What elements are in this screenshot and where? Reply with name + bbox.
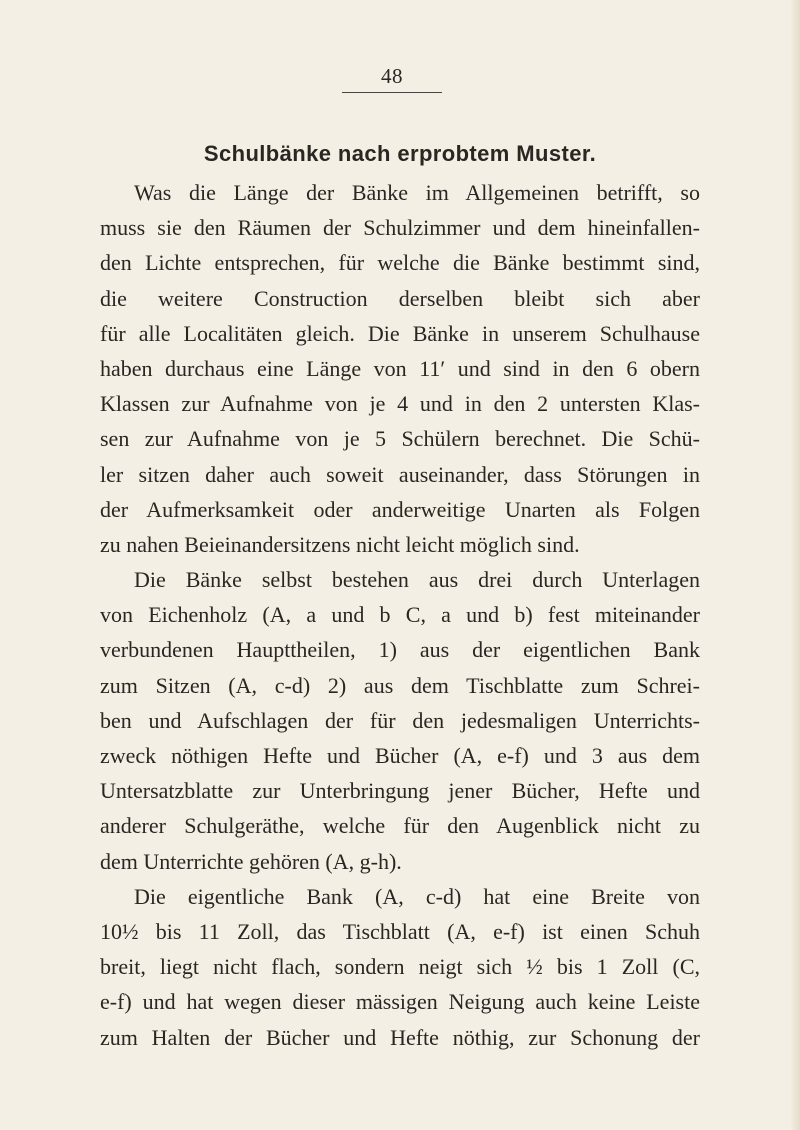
page-title: Schulbänke nach erprobtem Muster. xyxy=(203,141,597,166)
page-number: 48 xyxy=(381,64,403,88)
text-line: Was die Länge der Bänke im Allgemeinen betrifft, so xyxy=(134,180,700,205)
text-line: für alle Localitäten gleich. Die Bänke in unserem Schulhause xyxy=(100,320,700,346)
text-line: Untersatzblatte zur Unterbringung jener Bücher, Hefte und xyxy=(100,778,700,804)
text-line: der Aufmerksamkeit oder anderweitige Unarten als Folgen xyxy=(100,496,700,522)
text-line: ler sitzen daher auch soweit auseinander, dass Störungen in xyxy=(100,461,700,487)
page-number-rule xyxy=(342,92,442,93)
text-line: zweck nöthigen Hefte und Bücher (A, e-f) und 3 aus dem xyxy=(100,743,700,768)
text-line: breit, liegt nicht flach, sondern neigt sich ½ bis 1 Zoll (C, xyxy=(100,954,700,980)
text-line: die weitere Construction derselben bleibt sich aber xyxy=(100,285,700,311)
paragraph xyxy=(100,175,700,562)
text-line: ben und Aufschlagen der für den jedesmaligen Unterrichts- xyxy=(100,707,700,733)
text-line: zum Sitzen (A, c-d) 2) aus dem Tischblatte zum Schrei- xyxy=(100,672,700,698)
text-line: den Lichte entsprechen, für welche die Bänke bestimmt sind, xyxy=(100,250,700,276)
text-line: haben durchaus eine Länge von 11′ und sind in den 6 obern xyxy=(100,355,700,381)
text-line: 10½ bis 11 Zoll, das Tischblatt (A, e-f) ist einen Schuh xyxy=(100,918,700,944)
text-line: muss sie den Räumen der Schulzimmer und dem hineinfallen- xyxy=(100,215,700,241)
text-line: Die eigentliche Bank (A, c-d) hat eine Breite von xyxy=(134,883,700,909)
page-edge xyxy=(790,0,800,1130)
text-line: Die Bänke selbst bestehen aus drei durch Unterlagen xyxy=(134,567,700,593)
text-line: dem Unterrichte gehören (A, g-h). xyxy=(100,848,402,874)
text-line: von Eichenholz (A, a und b C, a und b) fest miteinander xyxy=(100,602,700,628)
text-line: sen zur Aufnahme von je 5 Schülern berechnet. Die Schü- xyxy=(100,426,700,452)
text-line: verbundenen Haupttheilen, 1) aus der eigentlichen Bank xyxy=(100,637,700,663)
text-line: e-f) und hat wegen dieser mässigen Neigung auch keine Leiste xyxy=(100,989,700,1015)
text-line: zu nahen Beieinandersitzens nicht leicht möglich sind. xyxy=(100,531,580,557)
text-line: Klassen zur Aufnahme von je 4 und in den 2 untersten Klas- xyxy=(100,391,700,417)
body-text xyxy=(100,175,700,1055)
paragraph xyxy=(100,562,700,879)
text-line: zum Halten der Bücher und Hefte nöthig, zur Schonung der xyxy=(100,1024,700,1050)
text-line: anderer Schulgeräthe, welche für den Augenblick nicht zu xyxy=(100,813,700,839)
paragraph xyxy=(100,879,700,1055)
